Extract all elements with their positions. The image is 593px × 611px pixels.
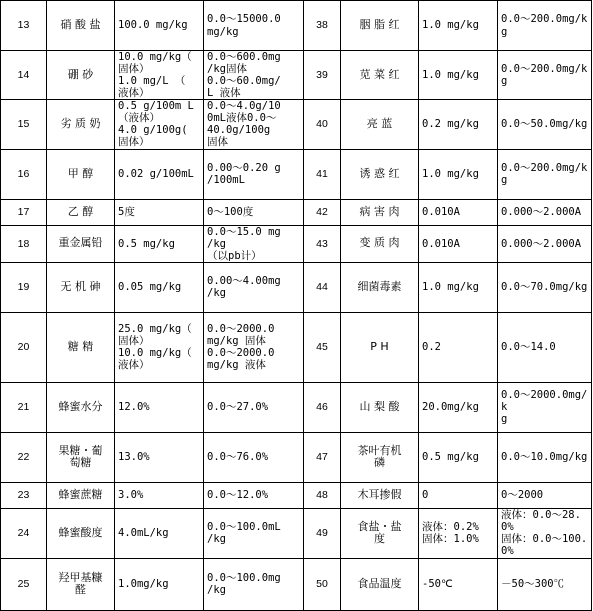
left-item-number: 15 xyxy=(1,100,47,149)
table-row xyxy=(1,558,592,610)
left-item-name: 硝 酸 盐 xyxy=(47,1,115,51)
table-row xyxy=(1,508,592,558)
right-item-resolution: -50℃ xyxy=(419,558,498,610)
left-item-number: 24 xyxy=(1,508,47,558)
left-item-resolution: 0.05 mg/kg xyxy=(115,262,204,312)
table-row xyxy=(1,51,592,100)
right-item-resolution: 0.010A xyxy=(419,225,498,262)
left-item-resolution: 12.0% xyxy=(115,382,204,432)
right-item-name: P H xyxy=(341,312,419,382)
left-item-name: 无 机 砷 xyxy=(47,262,115,312)
left-item-resolution: 13.0% xyxy=(115,432,204,482)
right-item-number: 48 xyxy=(304,482,341,508)
right-item-range: 0.0～200.0mg/kg xyxy=(498,1,592,51)
table-body xyxy=(1,1,592,611)
right-item-name: 亮 蓝 xyxy=(341,100,419,149)
left-item-range: 0.0～12.0% xyxy=(204,482,304,508)
right-item-name: 胭 脂 红 xyxy=(341,1,419,51)
right-item-range: 液体：0.0～28.0% 固体：0.0～100.0% xyxy=(498,508,592,558)
right-item-number: 41 xyxy=(304,149,341,199)
left-item-number: 19 xyxy=(1,262,47,312)
left-item-name: 蜂蜜酸度 xyxy=(47,508,115,558)
right-item-resolution: 0 xyxy=(419,482,498,508)
left-item-number: 23 xyxy=(1,482,47,508)
left-item-range: 0.00～0.20 g /100mL xyxy=(204,149,304,199)
right-item-name: 细菌毒素 xyxy=(341,262,419,312)
right-item-number: 42 xyxy=(304,199,341,225)
right-item-number: 45 xyxy=(304,312,341,382)
left-item-resolution: 1.0mg/kg xyxy=(115,558,204,610)
table-row xyxy=(1,149,592,199)
table-row xyxy=(1,432,592,482)
left-item-resolution: 5度 xyxy=(115,199,204,225)
left-item-resolution: 4.0mL/kg xyxy=(115,508,204,558)
left-item-range: 0.00～4.00mg /kg xyxy=(204,262,304,312)
left-item-range: 0.0～76.0% xyxy=(204,432,304,482)
right-item-range: 0.0～2000.0mg/k g xyxy=(498,382,592,432)
left-item-name: 重金属铅 xyxy=(47,225,115,262)
right-item-number: 39 xyxy=(304,51,341,100)
left-item-resolution: 25.0 mg/kg（ 固体） 10.0 mg/kg（ 液体） xyxy=(115,312,204,382)
right-item-name: 病 害 肉 xyxy=(341,199,419,225)
left-item-name: 果糖・葡 萄糖 xyxy=(47,432,115,482)
right-item-range: 0.0～70.0mg/kg xyxy=(498,262,592,312)
right-item-range: －50～300℃ xyxy=(498,558,592,610)
right-item-name: 苋 菜 红 xyxy=(341,51,419,100)
left-item-range: 0.0～100.0mg /kg xyxy=(204,558,304,610)
right-item-name: 木耳掺假 xyxy=(341,482,419,508)
right-item-resolution: 1.0 mg/kg xyxy=(419,1,498,51)
left-item-resolution: 0.5 mg/kg xyxy=(115,225,204,262)
right-item-resolution: 0.010A xyxy=(419,199,498,225)
right-item-number: 43 xyxy=(304,225,341,262)
right-item-resolution: 0.2 xyxy=(419,312,498,382)
left-item-range: 0.0～15.0 mg /kg （以pb计） xyxy=(204,225,304,262)
left-item-number: 18 xyxy=(1,225,47,262)
table-row xyxy=(1,382,592,432)
right-item-range: 0～2000 xyxy=(498,482,592,508)
right-item-number: 47 xyxy=(304,432,341,482)
table-row xyxy=(1,100,592,149)
right-item-name: 食盐・盐 度 xyxy=(341,508,419,558)
right-item-range: 0.0～50.0mg/kg xyxy=(498,100,592,149)
left-item-resolution: 10.0 mg/kg（ 固体） 1.0 mg/L （ 液体） xyxy=(115,51,204,100)
table-row xyxy=(1,482,592,508)
right-item-number: 50 xyxy=(304,558,341,610)
right-item-range: 0.0～200.0mg/kg xyxy=(498,149,592,199)
left-item-resolution: 100.0 mg/kg xyxy=(115,1,204,51)
right-item-resolution: 1.0 mg/kg xyxy=(419,51,498,100)
right-item-number: 46 xyxy=(304,382,341,432)
left-item-number: 17 xyxy=(1,199,47,225)
left-item-name: 乙 醇 xyxy=(47,199,115,225)
table-row xyxy=(1,1,592,51)
left-item-name: 甲 醇 xyxy=(47,149,115,199)
right-item-resolution: 1.0 mg/kg xyxy=(419,262,498,312)
left-item-range: 0.0～15000.0 mg/kg xyxy=(204,1,304,51)
right-item-range: 0.000～2.000A xyxy=(498,225,592,262)
right-item-name: 诱 惑 红 xyxy=(341,149,419,199)
right-item-range: 0.0～14.0 xyxy=(498,312,592,382)
right-item-range: 0.0～10.0mg/kg xyxy=(498,432,592,482)
table-row xyxy=(1,199,592,225)
left-item-range: 0.0～100.0mL /kg xyxy=(204,508,304,558)
left-item-resolution: 3.0% xyxy=(115,482,204,508)
table-row xyxy=(1,225,592,262)
left-item-number: 16 xyxy=(1,149,47,199)
left-item-name: 羟甲基糠 醛 xyxy=(47,558,115,610)
right-item-resolution: 20.0mg/kg xyxy=(419,382,498,432)
right-item-number: 40 xyxy=(304,100,341,149)
left-item-number: 22 xyxy=(1,432,47,482)
left-item-number: 13 xyxy=(1,1,47,51)
right-item-number: 38 xyxy=(304,1,341,51)
left-item-range: 0.0～27.0% xyxy=(204,382,304,432)
left-item-name: 蜂蜜水分 xyxy=(47,382,115,432)
left-item-resolution: 0.5 g/100m L （液体） 4.0 g/100g( 固体） xyxy=(115,100,204,149)
left-item-name: 劣 质 奶 xyxy=(47,100,115,149)
right-item-name: 山 梨 酸 xyxy=(341,382,419,432)
table-row xyxy=(1,262,592,312)
right-item-resolution: 0.5 mg/kg xyxy=(419,432,498,482)
table-row xyxy=(1,312,592,382)
right-item-resolution: 1.0 mg/kg xyxy=(419,149,498,199)
right-item-range: 0.000～2.000A xyxy=(498,199,592,225)
right-item-range: 0.0～200.0mg/kg xyxy=(498,51,592,100)
left-item-resolution: 0.02 g/100mL xyxy=(115,149,204,199)
right-item-name: 食品温度 xyxy=(341,558,419,610)
right-item-number: 49 xyxy=(304,508,341,558)
left-item-number: 25 xyxy=(1,558,47,610)
left-item-name: 糖 精 xyxy=(47,312,115,382)
left-item-number: 14 xyxy=(1,51,47,100)
left-item-number: 20 xyxy=(1,312,47,382)
left-item-number: 21 xyxy=(1,382,47,432)
left-item-name: 蜂蜜蔗糖 xyxy=(47,482,115,508)
right-item-name: 茶叶有机 磷 xyxy=(341,432,419,482)
right-item-resolution: 0.2 mg/kg xyxy=(419,100,498,149)
left-item-name: 硼 砂 xyxy=(47,51,115,100)
right-item-resolution: 液体：0.2% 固体：1.0% xyxy=(419,508,498,558)
left-item-range: 0～100度 xyxy=(204,199,304,225)
right-item-number: 44 xyxy=(304,262,341,312)
left-item-range: 0.0～2000.0 mg/kg 固体 0.0～2000.0 mg/kg 液体 xyxy=(204,312,304,382)
left-item-range: 0.0～600.0mg /kg固体 0.0～60.0mg/ L 液体 xyxy=(204,51,304,100)
right-item-name: 变 质 肉 xyxy=(341,225,419,262)
left-item-range: 0.0～4.0g/10 0mL液体0.0～ 40.0g/100g 固体 xyxy=(204,100,304,149)
